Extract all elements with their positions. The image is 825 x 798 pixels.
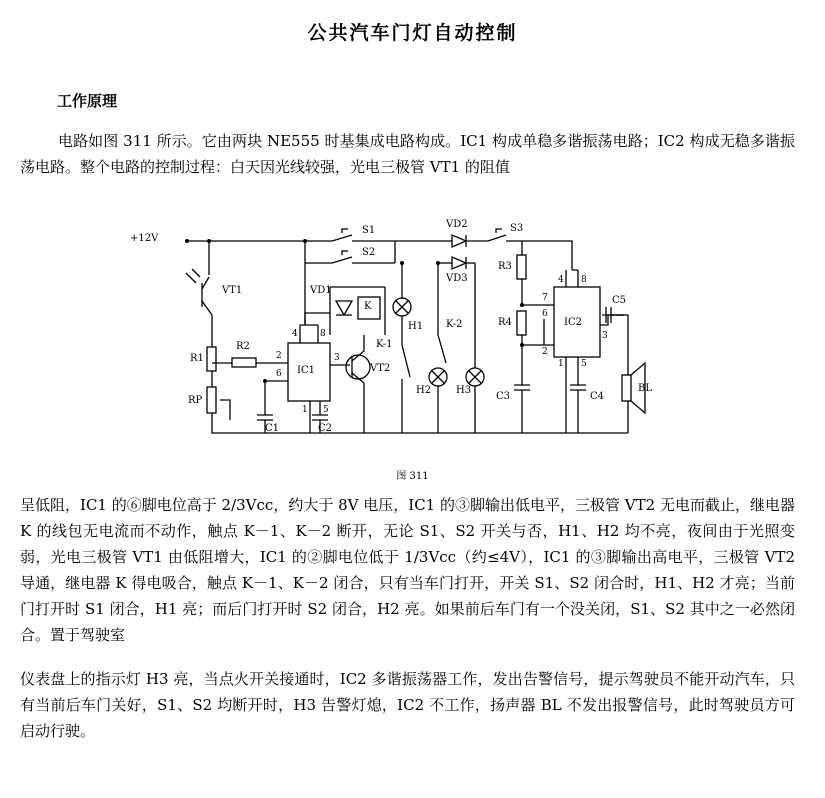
- label-ic2-pin7: 7: [542, 293, 548, 303]
- label-h3: H3: [456, 385, 472, 396]
- label-pin4: 4: [292, 329, 298, 339]
- label-supply: +12V: [130, 233, 159, 244]
- label-r1: R1: [190, 353, 204, 364]
- label-r2: R2: [236, 341, 250, 352]
- figure-caption: 图 311: [396, 471, 429, 482]
- label-c5: C5: [612, 295, 627, 306]
- label-c3: C3: [496, 391, 511, 402]
- label-k1: K-1: [376, 339, 393, 350]
- label-vt2: VT2: [370, 363, 391, 374]
- label-c4: C4: [590, 391, 605, 402]
- label-ic1: IC1: [297, 365, 315, 376]
- circuit-diagram: [130, 215, 652, 465]
- label-pin2: 2: [276, 351, 282, 361]
- label-ic2-pin1: 1: [558, 359, 564, 369]
- label-ic2-pin4: 4: [558, 275, 564, 285]
- label-c2: C2: [318, 423, 333, 434]
- label-ic2-pin3: 3: [602, 331, 608, 341]
- label-rp: RP: [188, 395, 203, 406]
- label-ic2: IC2: [564, 317, 582, 328]
- label-r3: R3: [498, 261, 512, 272]
- paragraph-1: 电路如图 311 所示。它由两块 NE555 时基集成电路构成。IC1 构成单稳多谐振荡电路；IC2 构成无稳多谐振荡电路。整个电路的控制过程：白天因光线较强，光电三极管 VT1 的阻值: [20, 132, 795, 176]
- label-pin8: 8: [320, 329, 326, 339]
- label-h1: H1: [408, 321, 424, 332]
- section-heading: 工作原理: [57, 92, 118, 110]
- label-pin3: 3: [334, 353, 340, 363]
- label-k2: K-2: [446, 319, 463, 330]
- paragraph-3: 仪表盘上的指示灯 H3 亮，当点火开关接通时，IC2 多谐振荡器工作，发出告警信号，提示驾驶员不能开动汽车，只有当前后车门关好，S1、S2 均断开时，H3 告警灯熄，IC2 不工作，扬声器 BL 不发出报警信号，此时驾驶员方可启动行驶。: [20, 670, 795, 740]
- label-pin6: 6: [276, 369, 282, 379]
- label-s2: S2: [362, 247, 376, 258]
- label-vd2: VD2: [446, 219, 468, 230]
- label-ic2-pin5: 5: [581, 359, 587, 369]
- label-vt1: VT1: [222, 285, 243, 296]
- paragraph-2: 呈低阻，IC1 的⑥脚电位高于 2/3Vcc，约大于 8V 电压，IC1 的③脚输出低电平，三极管 VT2 无电而截止，继电器 K 的线包无电流而不动作，触点 K－1、K－2 断开，无论 S1、S2 开关与否，H1、H2 均不亮，夜间由于光照变弱，光电三极管 VT1 由低阻增大，IC1 的②脚电位低于 1/3Vcc（约≤4V），IC1 的③脚输出高电平，三极管 VT2 导通，继电器 K 得电吸合，触点 K－1、K－2 闭合，只有当车门打开，开关 S1、S2 闭合时，H1、H2 才亮；当前门打开时 S1 闭合，H1 亮；而后门打开时 S2 闭合，H2 亮。如果前后车门有一个没关闭，S1、S2 其中之一必然闭合。置于驾驶室: [20, 496, 795, 644]
- page-title: 公共汽车门灯自动控制: [307, 22, 518, 44]
- label-bl: BL: [638, 383, 652, 394]
- label-ic2-pin8: 8: [581, 275, 587, 285]
- label-r4: R4: [498, 317, 512, 328]
- label-pin5: 5: [323, 405, 329, 415]
- label-k: K: [364, 301, 372, 312]
- label-h2: H2: [416, 385, 432, 396]
- label-s3: S3: [510, 223, 524, 234]
- label-c1: C1: [265, 423, 280, 434]
- label-vd3: VD3: [446, 273, 468, 284]
- label-vd1: VD1: [310, 285, 332, 296]
- label-pin1: 1: [302, 405, 308, 415]
- label-ic2-pin6: 6: [542, 309, 548, 319]
- circuit-svg: [140, 215, 650, 465]
- label-ic2-pin2: 2: [542, 347, 548, 357]
- label-s1: S1: [362, 225, 376, 236]
